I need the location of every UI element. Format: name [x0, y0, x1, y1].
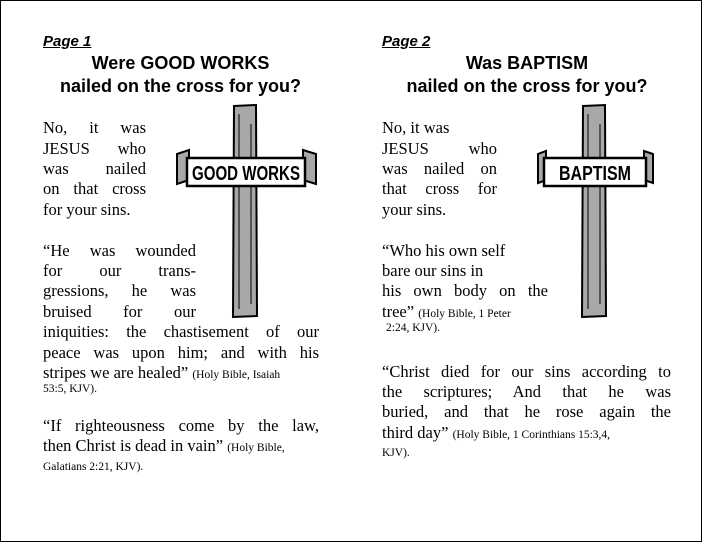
- scripture-reference: (Holy Bible, Isaiah: [192, 369, 281, 381]
- scripture-reference: 2:24, KJV).: [386, 322, 440, 334]
- intro-line: was nailed: [43, 159, 146, 178]
- quote-line: then Christ is dead in vain”: [43, 436, 224, 455]
- quote-line: bare our sins in: [382, 261, 484, 280]
- scripture-reference: (Holy Bible, 1 Peter: [418, 308, 511, 320]
- cross-plank-label: GOOD WORKS: [192, 163, 300, 185]
- page-number: Page 2: [382, 33, 431, 50]
- scripture-reference: Galatians 2:21, KJV).: [43, 461, 144, 473]
- scripture-reference: 53:5, KJV).: [43, 383, 97, 395]
- quote-line: “If righteousness come by the law,: [43, 416, 319, 435]
- quote-line: stripes we are healed”: [43, 363, 189, 382]
- intro-line: for your sins.: [43, 200, 131, 219]
- quote-line: gressions, he was: [43, 281, 196, 300]
- page-title-line1: Were GOOD WORKS: [91, 53, 270, 73]
- page-title-line1: Was BAPTISM: [465, 53, 589, 73]
- quote-line: tree”: [382, 302, 415, 321]
- intro-line: JESUS who: [382, 139, 497, 158]
- quote-line: “Who his own self: [382, 241, 506, 260]
- page-number: Page 1: [43, 33, 92, 50]
- quote-line: for our trans-: [43, 261, 196, 280]
- quote-line: the scriptures; And that he was: [382, 382, 671, 401]
- quote-line: buried, and that he rose again the: [382, 402, 671, 421]
- intro-line: that cross for: [382, 179, 497, 198]
- quote-line: iniquities: the chastisement of our: [43, 322, 319, 341]
- quote-line: bruised for our: [43, 302, 196, 321]
- quote-line: third day”: [382, 423, 449, 442]
- scripture-reference: (Holy Bible,: [227, 442, 285, 454]
- intro-line: JESUS who: [43, 139, 146, 158]
- scripture-reference: KJV).: [382, 447, 410, 459]
- quote-line: “He was wounded: [43, 241, 196, 260]
- intro-line: No, it was: [43, 118, 146, 137]
- intro-line: on that cross: [43, 179, 146, 198]
- page-1: [43, 0, 373, 540]
- cross-illustration: [536, 104, 656, 318]
- quote-line: peace was upon him; and with his: [43, 343, 319, 362]
- intro-line: was nailed on: [382, 159, 497, 178]
- cross-illustration: [175, 104, 319, 318]
- quote-line: his own body on the: [382, 281, 548, 300]
- scripture-reference: (Holy Bible, 1 Corinthians 15:3,4,: [452, 429, 611, 441]
- intro-line: your sins.: [382, 200, 447, 219]
- intro-line: No, it was: [382, 118, 450, 137]
- page-title-line2: nailed on the cross for you?: [406, 76, 648, 96]
- page-2: [382, 0, 712, 540]
- cross-plank-label: BAPTISM: [559, 163, 631, 185]
- page-title-line2: nailed on the cross for you?: [59, 76, 302, 96]
- quote-line: “Christ died for our sins according to: [382, 362, 671, 381]
